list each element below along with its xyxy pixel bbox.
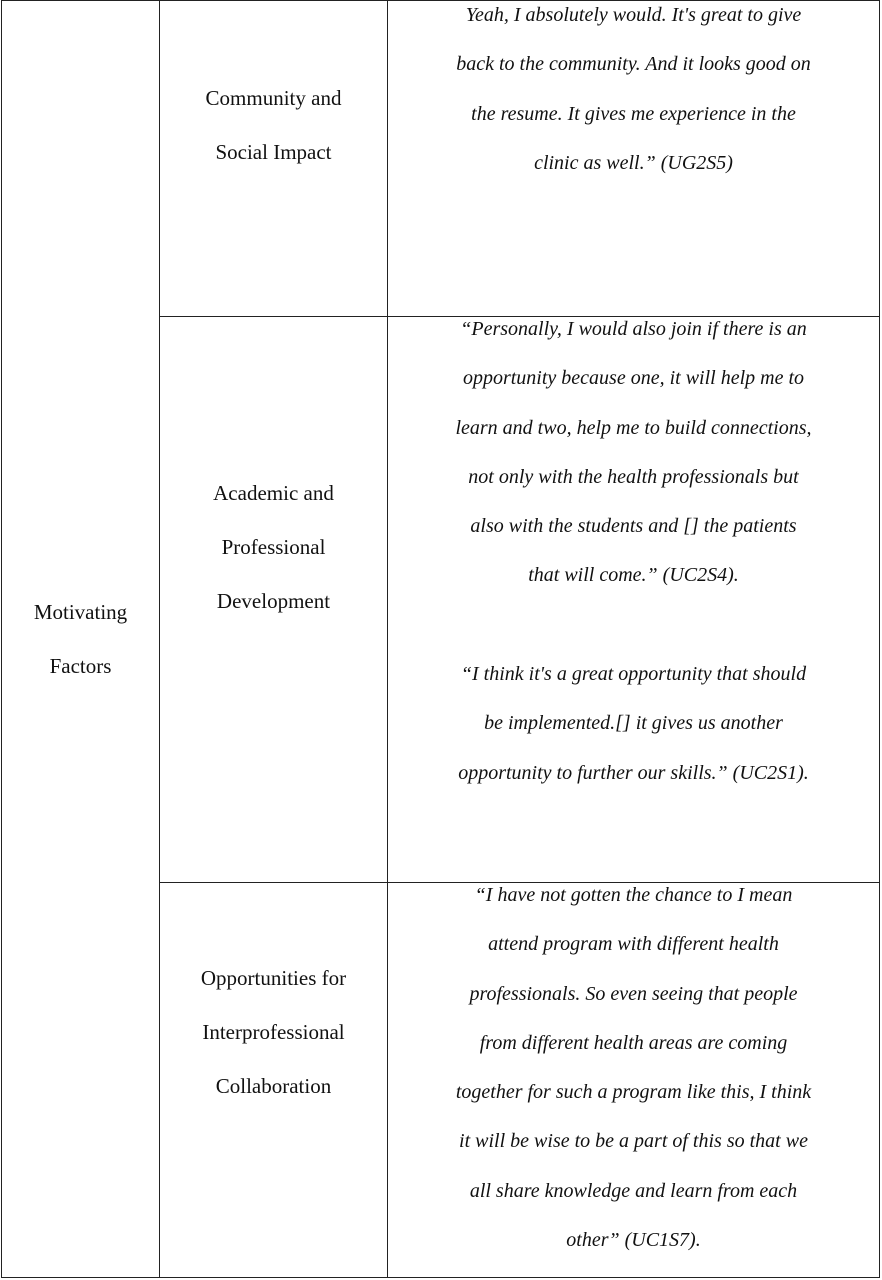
subtheme-cell-community (160, 1, 387, 249)
quote-text: “Personally, I would also join if there is an opportunity because one, it will help me to learn and two, help me to build connections, not only with the health professionals but also with the students and [] the patients that will come.” (UC2S4). (455, 318, 812, 587)
subtheme-cell-academic (160, 317, 387, 777)
subtheme-cell-interprofessional (160, 883, 387, 1181)
table-border-right (879, 0, 880, 1278)
table-border-bottom (1, 1277, 880, 1278)
subtheme-label: Opportunities for Interprofessional Collaboration (200, 966, 347, 1098)
quote-cell-academic (388, 305, 879, 882)
subtheme-label: Academic and Professional Development (213, 481, 334, 613)
quote-text: “I have not gotten the chance to I mean attend program with different health professionals. So even seeing that people from different health areas are coming together for such a program like this, I think it will be wise to be a part of this so that we all share knowledge and learn from each other” (UC1S7). (455, 884, 812, 1252)
category-cell (2, 1, 159, 1277)
category-label: Motivating Factors (33, 600, 128, 678)
subtheme-label: Community and Social Impact (205, 86, 342, 164)
quote-cell-community (388, 0, 879, 316)
quote-text: Yeah, I absolutely would. It's great to give back to the community. And it looks good on the resume. It gives me experience in the clinic as well.” (UG2S5) (456, 4, 811, 174)
quote-text: “I think it's a great opportunity that should be implemented.[] it gives us another opportunity to further our skills.” (UC2S1). (458, 663, 809, 784)
quote-cell-interprofessional (388, 871, 879, 1277)
